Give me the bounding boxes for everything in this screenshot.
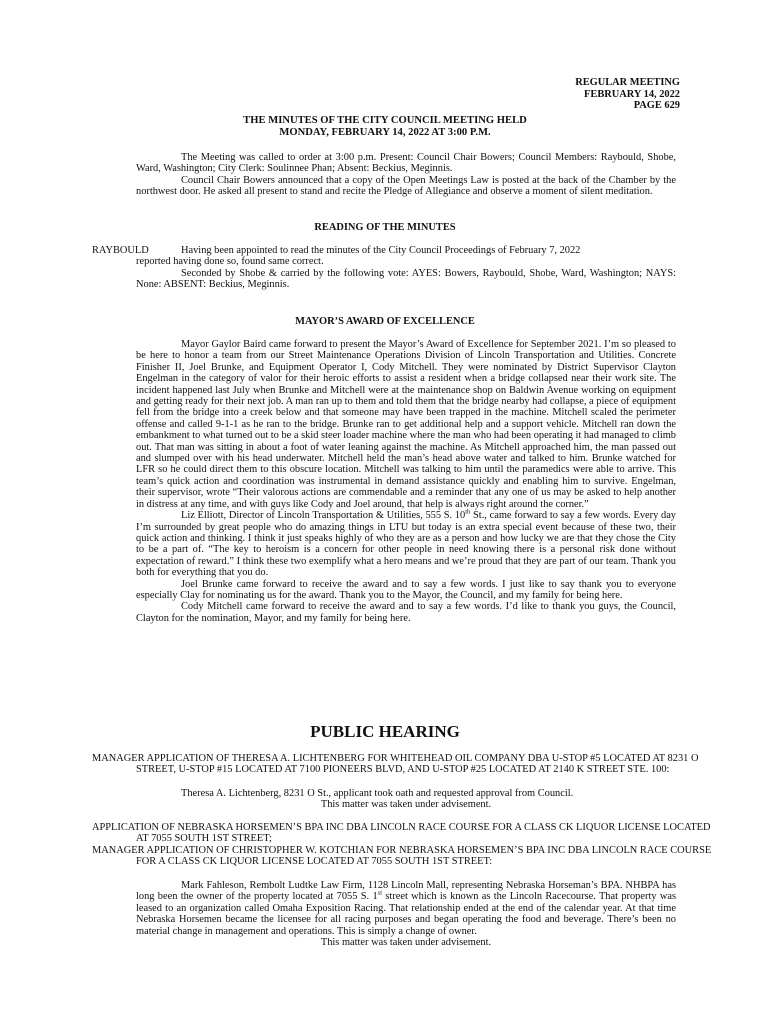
reading-label: RAYBOULD <box>92 245 149 256</box>
award-paragraph-2 <box>136 510 676 578</box>
title-line-1: THE MINUTES OF THE CITY COUNCIL MEETING HELD <box>243 115 527 126</box>
public-hearing-heading: PUBLIC HEARING <box>310 722 460 741</box>
hearing-item-1-paragraph: Theresa A. Lichtenberg, 8231 O St., applicant took oath and requested approval from Council. <box>181 788 574 799</box>
meeting-date: FEBRUARY 14, 2022 <box>584 88 680 100</box>
page-header <box>575 77 680 112</box>
award-paragraph-4: Cody Mitchell came forward to receive the award and to say a few words. I’d like to thank you guys, the Council, Clayton for the nomination, Mayor, and my family for being here. <box>136 601 676 624</box>
meeting-type: REGULAR MEETING <box>575 77 680 88</box>
hearing-item-1-advisement: This matter was taken under advisement. <box>320 799 492 811</box>
reading-heading: READING OF THE MINUTES <box>314 222 456 233</box>
ordinal-suffix-th: th <box>465 508 471 516</box>
hearing-item-2-advisement: This matter was taken under advisement. <box>320 937 492 949</box>
hearing-item-2-before: Mark Fahleson, Rembolt Ludtke Law Firm, 1128 Lincoln Mall, representing Nebraska Horseman’s BPA. NHBPA has long been the owner of the property located at 7055 S. 1 <box>136 880 676 903</box>
award-heading: MAYOR’S AWARD OF EXCELLENCE <box>295 316 475 327</box>
hearing-item-1-title: MANAGER APPLICATION OF THERESA A. LICHTENBERG FOR WHITEHEAD OIL COMPANY DBA U-STOP #5 LOCATED AT 8231 O STREET, U-STOP #15 LOCATED AT 7100 PIONEERS BLVD, AND U-STOP #25 LOCATED AT 2140 K STREET STE. 100: <box>92 753 699 776</box>
document-title <box>0 115 770 139</box>
award-section <box>136 339 676 624</box>
reading-paragraph-1-first: Having been appointed to read the minutes of the City Council Proceedings of February 7, 2022 <box>181 245 581 256</box>
hearing-item-2-title-b: MANAGER APPLICATION OF CHRISTOPHER W. KOTCHIAN FOR NEBRASKA HORSEMEN’S BPA INC DBA LINCOLN RACE COURSE FOR A CLASS CK LIQUOR LICENSE LOCATED AT 7055 SOUTH 1ST STREET: <box>92 845 712 868</box>
hearing-item-1-body <box>136 788 676 811</box>
reading-paragraph-2: Seconded by Shobe & carried by the following vote: AYES: Bowers, Raybould, Shobe, Ward, Washington; NAYS: None: ABSENT: Beckius, Meginnis. <box>136 267 676 291</box>
page-number: PAGE 629 <box>633 100 680 112</box>
ordinal-suffix-st: st <box>377 889 383 897</box>
award-paragraph-2-before: Liz Elliott, Director of Lincoln Transportation & Utilities, 555 S. 10 <box>181 510 466 522</box>
opening-section <box>136 152 676 198</box>
opening-paragraph-1: The Meeting was called to order at 3:00 p.m. Present: Council Chair Bowers; Council Members: Raybould, Shobe, Ward, Washington; City Clerk: Soulinnee Phan; Absent: Beckius, Meginnis. <box>136 152 676 175</box>
award-paragraph-3: Joel Brunke came forward to receive the award and to say a few words. I just like to say thank you to everyone especially Clay for nominating us for the award. Thank you to the Mayor, the Council, and my family for being here. <box>136 578 676 601</box>
hearing-item-2-title-a: APPLICATION OF NEBRASKA HORSEMEN’S BPA INC DBA LINCOLN RACE COURSE FOR A CLASS CK LIQUOR LICENSE LOCATED AT 7055 SOUTH 1ST STREET; <box>92 822 711 845</box>
hearing-item-2-paragraph <box>136 880 676 937</box>
reading-paragraph-1-rest: reported having done so, found same correct. <box>136 256 324 268</box>
award-paragraph-2-after: St., came forward to say a few words. Every day I’m surrounded by great people who do amazing things in LTU but today is an extra special event because of these two, their quick action and thinking. I think it just speaks highly of who they are as a person and how lucky we are that they chose the City to be a part of. “The key to heroism is a concern for other people in need knowing there is a personal risk done without expectation of reward.” I think these two exemplify what a hero means and we’re proud that they are part of our team. Thank you both for everything that you do. <box>136 510 677 579</box>
hearing-item-2-body <box>136 880 676 948</box>
opening-paragraph-2: Council Chair Bowers announced that a copy of the Open Meetings Law is posted at the back of the Chamber by the northwest door. He asked all present to stand and recite the Pledge of Allegiance and observe a moment of silent meditation. <box>136 174 676 198</box>
title-line-2: MONDAY, FEBRUARY 14, 2022 AT 3:00 P.M. <box>279 127 491 138</box>
reading-section <box>136 245 676 291</box>
hearing-item-2-after: street which is known as the Lincoln Racecourse. That property was leased to an organization called Omaha Exposition Racing. That relationship ended at the end of the calendar year. At that time Nebraska Horsemen became the licensee for all racing purposes and began operating the food and beverage. There’s been no material change in management and operations. This is simply a change of owner. <box>136 891 676 937</box>
award-paragraph-1: Mayor Gaylor Baird came forward to present the Mayor’s Award of Excellence for September 2021. I’m so pleased to be here to honor a team from our Street Maintenance Operations Division of Lincoln Transportation and Utilities. Concrete Finisher II, Joel Brunke, and Equipment Operator I, Cody Mitchell. They were nominated by District Supervisor Clayton Engelman in the category of valor for their heroic efforts to assist a resident when a bridge collapsed near their work site. The incident happened last July when Brunke and Mitchell were at the maintenance shop on Baldwin Avenue working on equipment and getting ready for their next job. A man ran up to them and told them that the bridge nearby had collapse, a piece of equipment fell from the bridge into a creek below and that someone may have been trapped in the machine. Mitchell scaled the perimeter offense and called 9-1-1 as he ran to the bridge. Brunke ran to get additional help and a support vehicle. Mitchell ran down the embankment to what turned out to be a skid steer loader machine where the man who had been operating it had managed to climb out. That man was sitting in about a foot of water leaning against the machine. As Mitchell approached him, the man passed out and slumped over with his head underwater. Mitchell held the man’s head above water and talked to him. Brunke watched for LFR so he could direct them to this obscure location. Mitchell was talking to him until the paramedics were able to arrive. This team’s quick action and coordination was instrumental in demand assistance quickly and enabling him to survive. Engelman, their supervisor, wrote “Their valorous actions are commendable and a reminder that any one of us may be asked to help another in distress at any time, and with guys like Cody and Joel around, that help is always right around the corner.” <box>136 339 676 510</box>
